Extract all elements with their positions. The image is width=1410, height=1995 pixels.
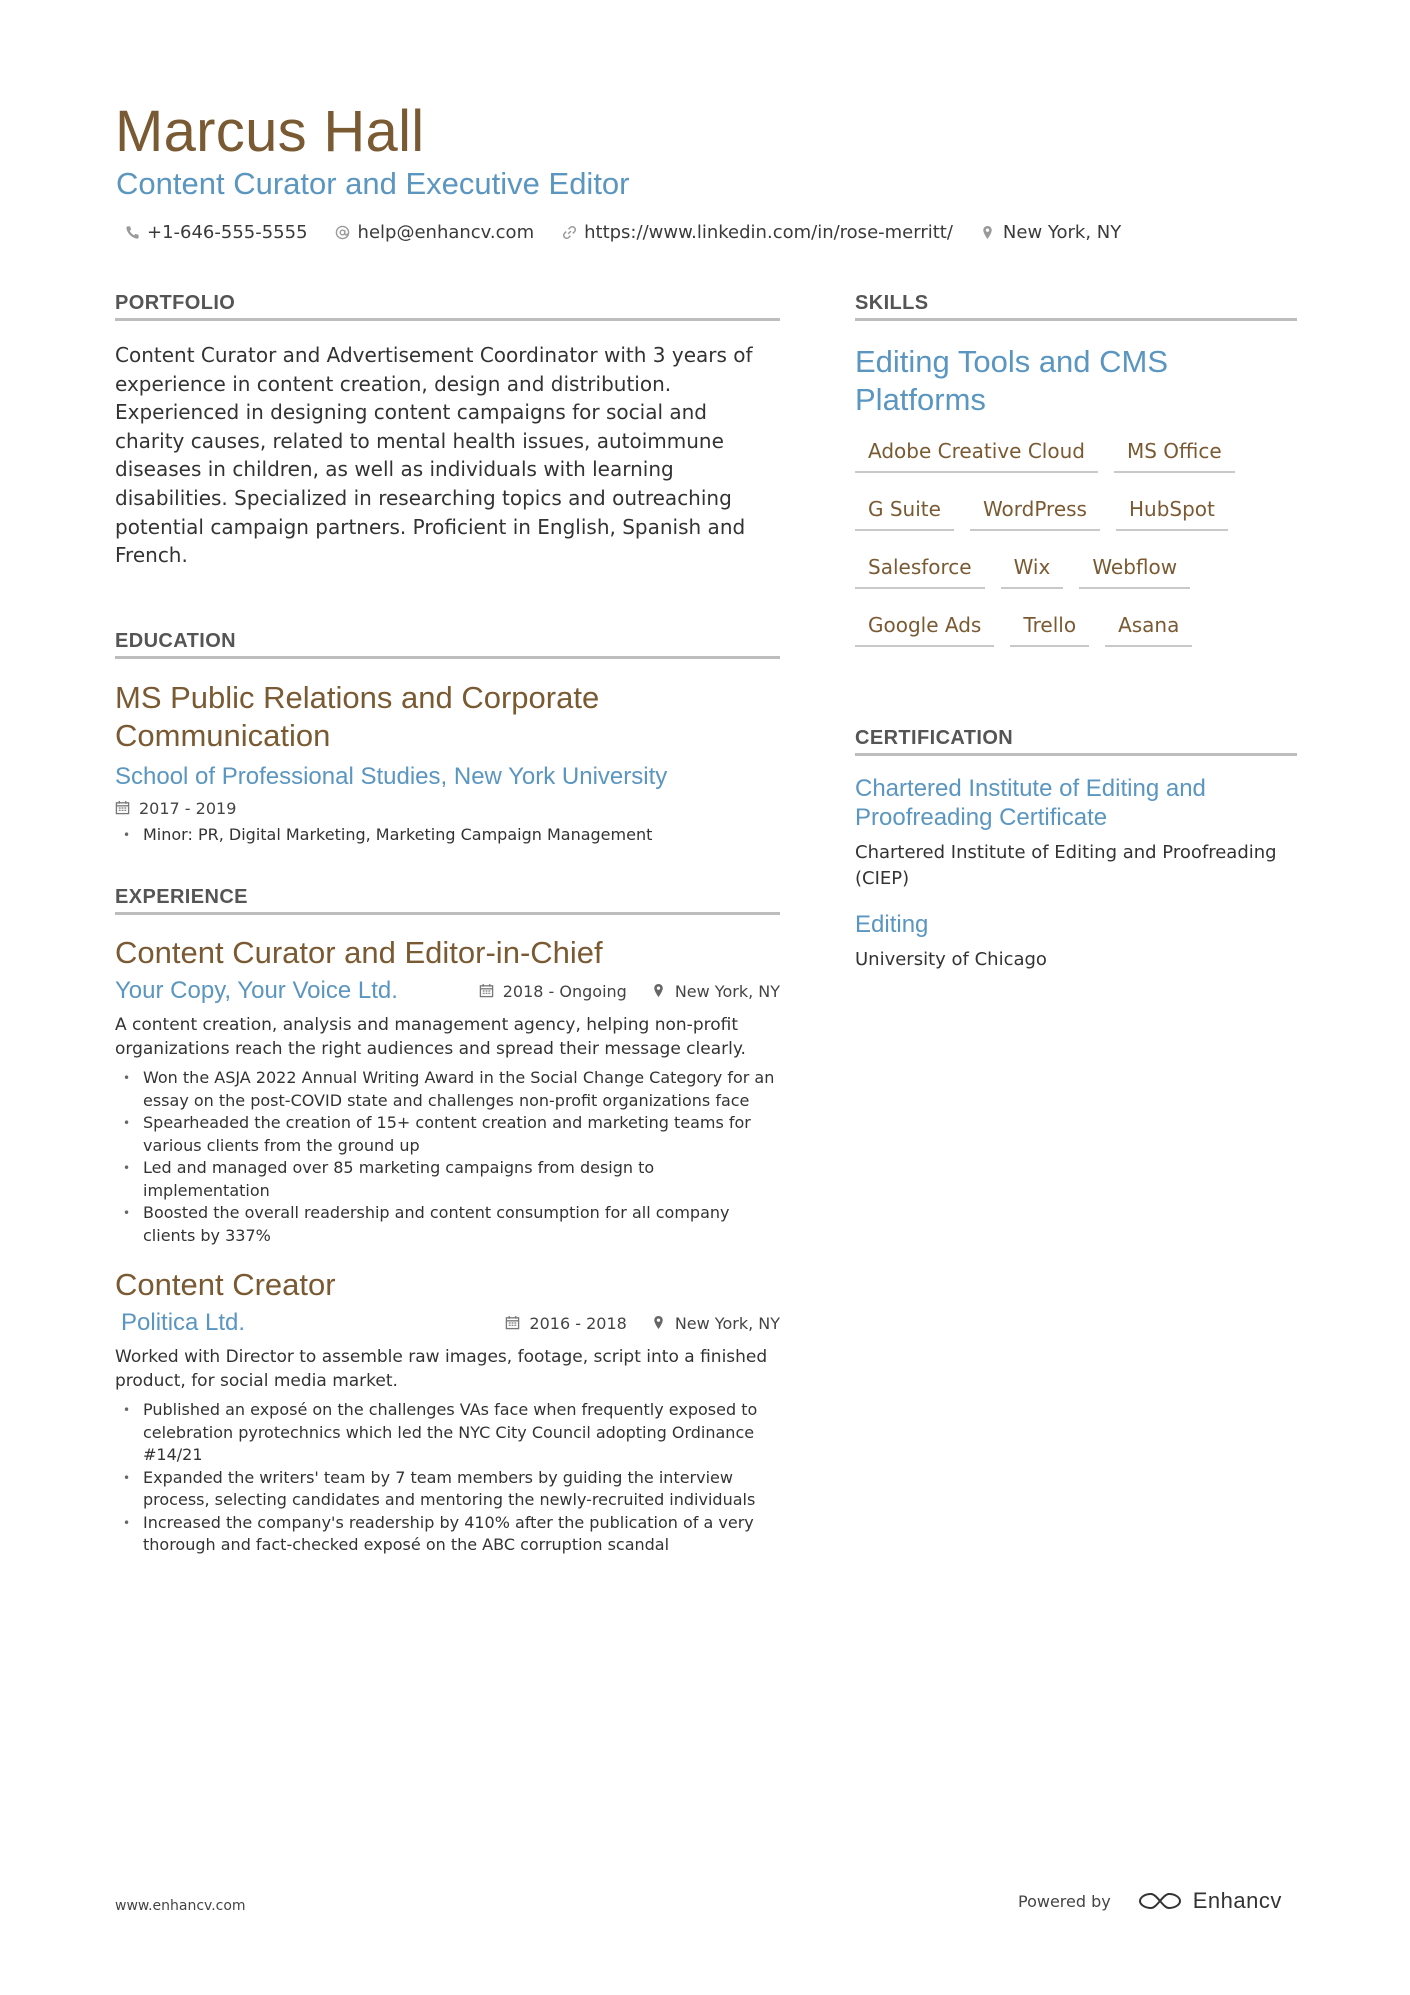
job-dates	[479, 982, 627, 1001]
certification-section	[855, 727, 1297, 973]
certification-name: Chartered Institute of Editing and Proofreading Certificate	[855, 775, 1206, 831]
candidate-name: Marcus Hall	[115, 99, 425, 164]
company-name: Your Copy, Your Voice Ltd.	[115, 977, 398, 1005]
certification-item	[855, 910, 1297, 973]
contact-phone[interactable]	[123, 222, 308, 243]
education-heading: EDUCATION	[115, 630, 780, 659]
portfolio-summary: Content Curator and Advertisement Coordinator with 3 years of experience in content creation, design and distribution. Experienced in designing content campaigns for social and charity causes, related to mental health issues, autoimmune diseases in children, as well as individuals with learning disabilities. Specialized in researching topics and outreaching potential campaign partners. Proficient in English, Spanish and French.	[115, 343, 753, 568]
skill-tag: G Suite	[855, 493, 954, 531]
brand-logo[interactable]	[1137, 1888, 1282, 1914]
contact-bar	[123, 222, 1147, 243]
school-name: School of Professional Studies, New York University	[115, 762, 668, 790]
phone-icon	[123, 224, 141, 242]
job-row	[115, 1309, 780, 1337]
certification-name: Editing	[855, 911, 929, 938]
list-item: • Published an exposé on the challenges VAs face when frequently exposed to celebration pyrotechnics which led the NYC City Council adopting Ordinance #14/21	[115, 1399, 780, 1467]
job-dates-text: 2018 - Ongoing	[502, 981, 627, 1001]
candidate-title: Content Curator and Executive Editor	[116, 166, 630, 201]
list-item: • Boosted the overall readership and content consumption for all company clients by 337%	[115, 1202, 780, 1247]
skill-tag: Webflow	[1079, 551, 1190, 589]
footer-website[interactable]: www.enhancv.com	[115, 1898, 246, 1914]
calendar-icon	[115, 800, 131, 816]
job-title: Content Curator and Editor-in-Chief	[115, 935, 603, 971]
job-dates-text: 2016 - 2018	[529, 1313, 627, 1333]
list-item: • Increased the company's readership by 410% after the publication of a very thorough and fact-checked exposé on the ABC corruption scandal	[115, 1512, 780, 1557]
location-pin-icon	[651, 983, 667, 999]
portfolio-section	[115, 292, 780, 570]
at-icon	[334, 224, 352, 242]
job-dates	[505, 1314, 626, 1333]
enhancv-logo-icon	[1137, 1889, 1183, 1913]
location-pin-icon	[651, 1315, 667, 1331]
job-bullets	[115, 1399, 780, 1557]
skill-tag: Google Ads	[855, 609, 994, 647]
email-text: help@enhancv.com	[357, 222, 535, 243]
skills-section	[855, 292, 1297, 667]
job-location	[651, 982, 780, 1001]
location-pin-icon	[979, 224, 997, 242]
job-location	[651, 1314, 780, 1333]
certification-org: Chartered Institute of Editing and Proofreading (CIEP)	[855, 842, 1277, 889]
skill-tag: Wix	[1001, 551, 1064, 589]
job-meta	[481, 1314, 780, 1333]
location-text: New York, NY	[1002, 222, 1122, 243]
experience-heading: EXPERIENCE	[115, 886, 780, 915]
footer-branding	[1018, 1888, 1282, 1914]
list-item: • Led and managed over 85 marketing campaigns from design to implementation	[115, 1157, 780, 1202]
job-description: Worked with Director to assemble raw images, footage, script into a finished product, for social media market.	[115, 1347, 768, 1392]
certification-item	[855, 774, 1297, 892]
job-bullets	[115, 1067, 780, 1247]
job-location-text: New York, NY	[674, 1313, 780, 1333]
skills-group-title: Editing Tools and CMS Platforms	[855, 344, 1169, 417]
skill-tag: Trello	[1010, 609, 1089, 647]
link-icon	[560, 224, 578, 242]
education-dates-text: 2017 - 2019	[139, 798, 237, 818]
phone-text: +1-646-555-5555	[147, 222, 308, 243]
list-item: • Spearheaded the creation of 15+ content creation and marketing teams for various clients from the ground up	[115, 1112, 780, 1157]
job-meta	[455, 982, 780, 1001]
calendar-icon	[479, 983, 495, 999]
job-title: Content Creator	[115, 1267, 336, 1303]
contact-email[interactable]	[334, 222, 535, 243]
list-item: • Expanded the writers' team by 7 team members by guiding the interview process, selecting candidates and mentoring the newly-recruited individuals	[115, 1467, 780, 1512]
degree-title: MS Public Relations and Corporate Communication	[115, 679, 600, 753]
list-item: • Won the ASJA 2022 Annual Writing Award in the Social Change Category for an essay on the post-COVID state and challenges non-profit organizations face	[115, 1067, 780, 1112]
portfolio-heading: PORTFOLIO	[115, 292, 780, 321]
contact-linkedin[interactable]	[560, 222, 953, 243]
job-entry	[115, 1267, 780, 1557]
contact-location	[979, 222, 1121, 243]
certification-org: University of Chicago	[855, 949, 1047, 970]
job-description: A content creation, analysis and management agency, helping non-profit organizations reach the right audiences and spread their message clearly.	[115, 1015, 746, 1060]
brand-name: Enhancv	[1192, 1888, 1282, 1913]
job-location-text: New York, NY	[674, 981, 780, 1001]
left-column	[115, 292, 780, 1557]
skill-tags	[855, 435, 1297, 667]
skill-tag: Salesforce	[855, 551, 985, 589]
certification-heading: CERTIFICATION	[855, 727, 1297, 756]
linkedin-text: https://www.linkedin.com/in/rose-merritt/	[584, 222, 953, 243]
education-dates	[115, 799, 780, 818]
job-row	[115, 977, 780, 1005]
experience-section	[115, 886, 780, 1557]
right-column	[855, 292, 1297, 973]
skill-tag: WordPress	[970, 493, 1100, 531]
education-section	[115, 630, 780, 847]
skill-tag: Adobe Creative Cloud	[855, 435, 1098, 473]
job-entry	[115, 935, 780, 1247]
powered-by-label: Powered by	[1018, 1891, 1111, 1911]
list-item: • Minor: PR, Digital Marketing, Marketing Campaign Management	[115, 824, 780, 847]
skill-tag: Asana	[1105, 609, 1192, 647]
education-bullets	[115, 824, 780, 847]
skill-tag: HubSpot	[1116, 493, 1228, 531]
skills-heading: SKILLS	[855, 292, 1297, 321]
skill-tag: MS Office	[1114, 435, 1235, 473]
calendar-icon	[505, 1315, 521, 1331]
company-name: Politica Ltd.	[121, 1309, 246, 1337]
